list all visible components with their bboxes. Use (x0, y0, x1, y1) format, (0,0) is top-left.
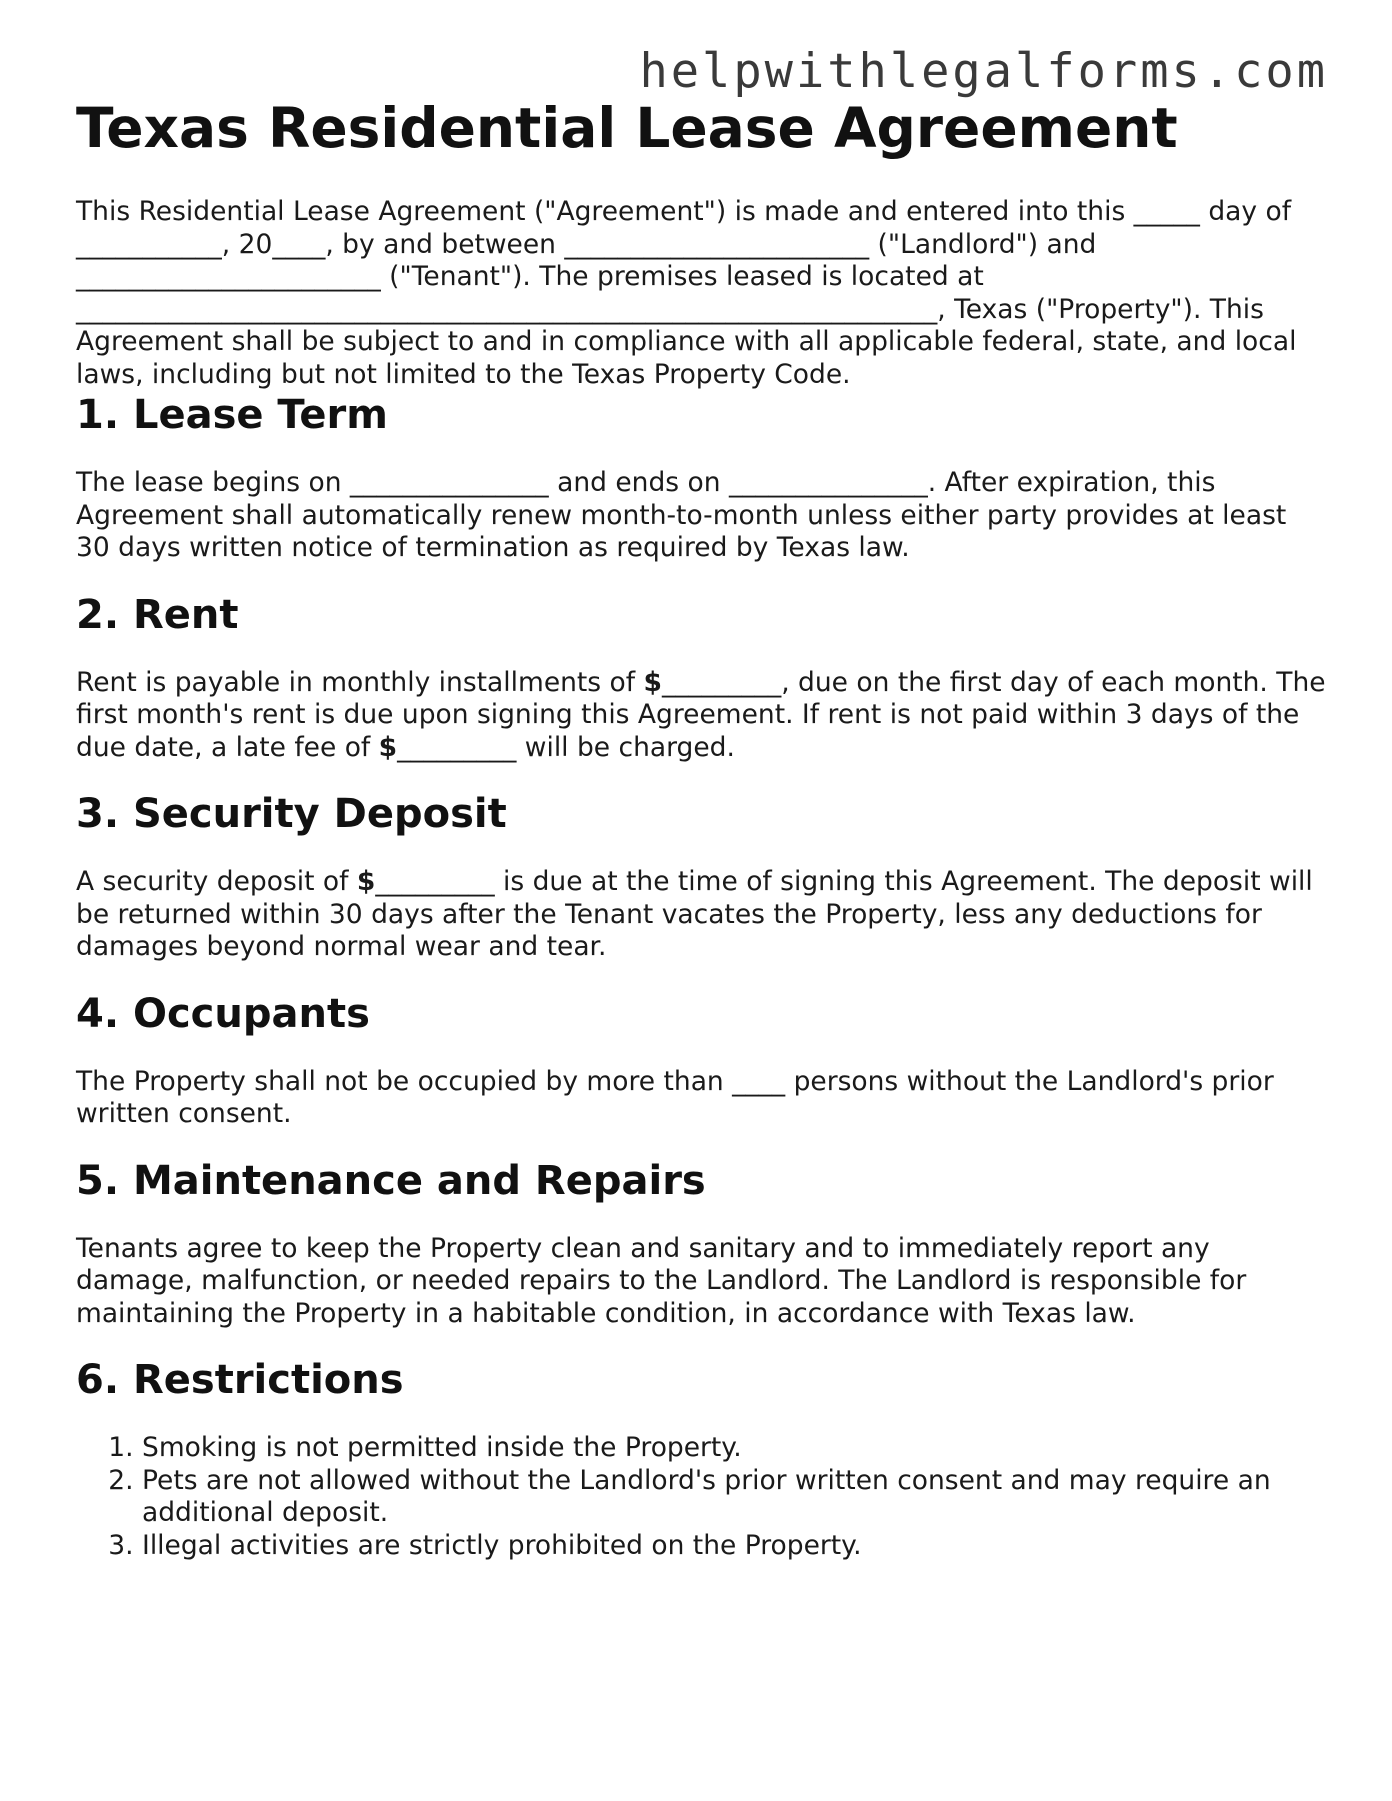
section-heading-lease-term: 1. Lease Term (76, 392, 388, 438)
rent-text-part3: will be charged. (516, 731, 735, 763)
section-heading-security-deposit: 3. Security Deposit (76, 791, 507, 837)
rent-text-part1: Rent is payable in monthly installments of (76, 666, 644, 698)
list-item: 1. Smoking is not permitted inside the Property. (142, 1432, 1326, 1465)
deposit-text-part1: A security deposit of (76, 866, 357, 897)
rent-paragraph (76, 667, 1326, 765)
deposit-dollar-sign: $ (356, 866, 376, 897)
section-heading-restrictions: 6. Restrictions (76, 1357, 404, 1403)
rent-dollar-sign: $ (643, 666, 662, 698)
rent-amount-blank: _________ (661, 666, 782, 698)
late-fee-dollar-sign: $ (378, 731, 398, 763)
maintenance-paragraph: Tenants agree to keep the Property clean and sanitary and to immediately report any damage, malfunction, or needed repairs to the Landlord. The Landlord is responsible for maintaining the Property in a habitable condition, in accordance with Texas law. (76, 1232, 1247, 1329)
rent-text-part2: , due on the first day of each month. The first month's rent is due upon signing this Agreement. If rent is not paid within 3 days of the due date, a late fee of (76, 666, 1326, 763)
deposit-text-part2: is due at the time of signing this Agreement. The deposit will be returned within 30 days after the Tenant vacates the Property, less any deductions for damages beyond normal wear and tear. (76, 866, 1313, 962)
restrictions-list (76, 1432, 1326, 1562)
intro-paragraph: This Residential Lease Agreement ("Agreement") is made and entered into this _____ day of ___________, 20____, by and between _______________________ ("Landlord") and _______________________ ("Tenant"). The premises leased is located at _________________________________________________________________, Texas ("Property"). This Agreement shall be subject to and in compliance with all applicable federal, state, and local laws, including but not limited to the Texas Property Code. (76, 196, 1297, 390)
lease-term-paragraph: The lease begins on _______________ and ends on _______________. After expiration, this Agreement shall automatically renew month-to-month unless either party provides at least 30 days written notice of termination as required by Texas law. (76, 467, 1287, 563)
list-item: 2. Pets are not allowed without the Landlord's prior written consent and may require an additional deposit. (142, 1465, 1326, 1530)
section-heading-maintenance: 5. Maintenance and Repairs (76, 1157, 706, 1204)
site-watermark: helpwithlegalforms.com (639, 44, 1328, 99)
security-deposit-paragraph (76, 866, 1326, 964)
section-heading-occupants: 4. Occupants (76, 990, 370, 1037)
occupants-paragraph: The Property shall not be occupied by more than ____ persons without the Landlord's prior written consent. (76, 1065, 1274, 1129)
late-fee-blank: _________ (397, 731, 517, 763)
list-item: 3. Illegal activities are strictly prohibited on the Property. (142, 1530, 1326, 1563)
document-title: Texas Residential Lease Agreement (76, 96, 1178, 160)
deposit-amount-blank: _________ (375, 866, 495, 897)
section-heading-rent: 2. Rent (76, 591, 239, 638)
document-body (76, 196, 1326, 1562)
